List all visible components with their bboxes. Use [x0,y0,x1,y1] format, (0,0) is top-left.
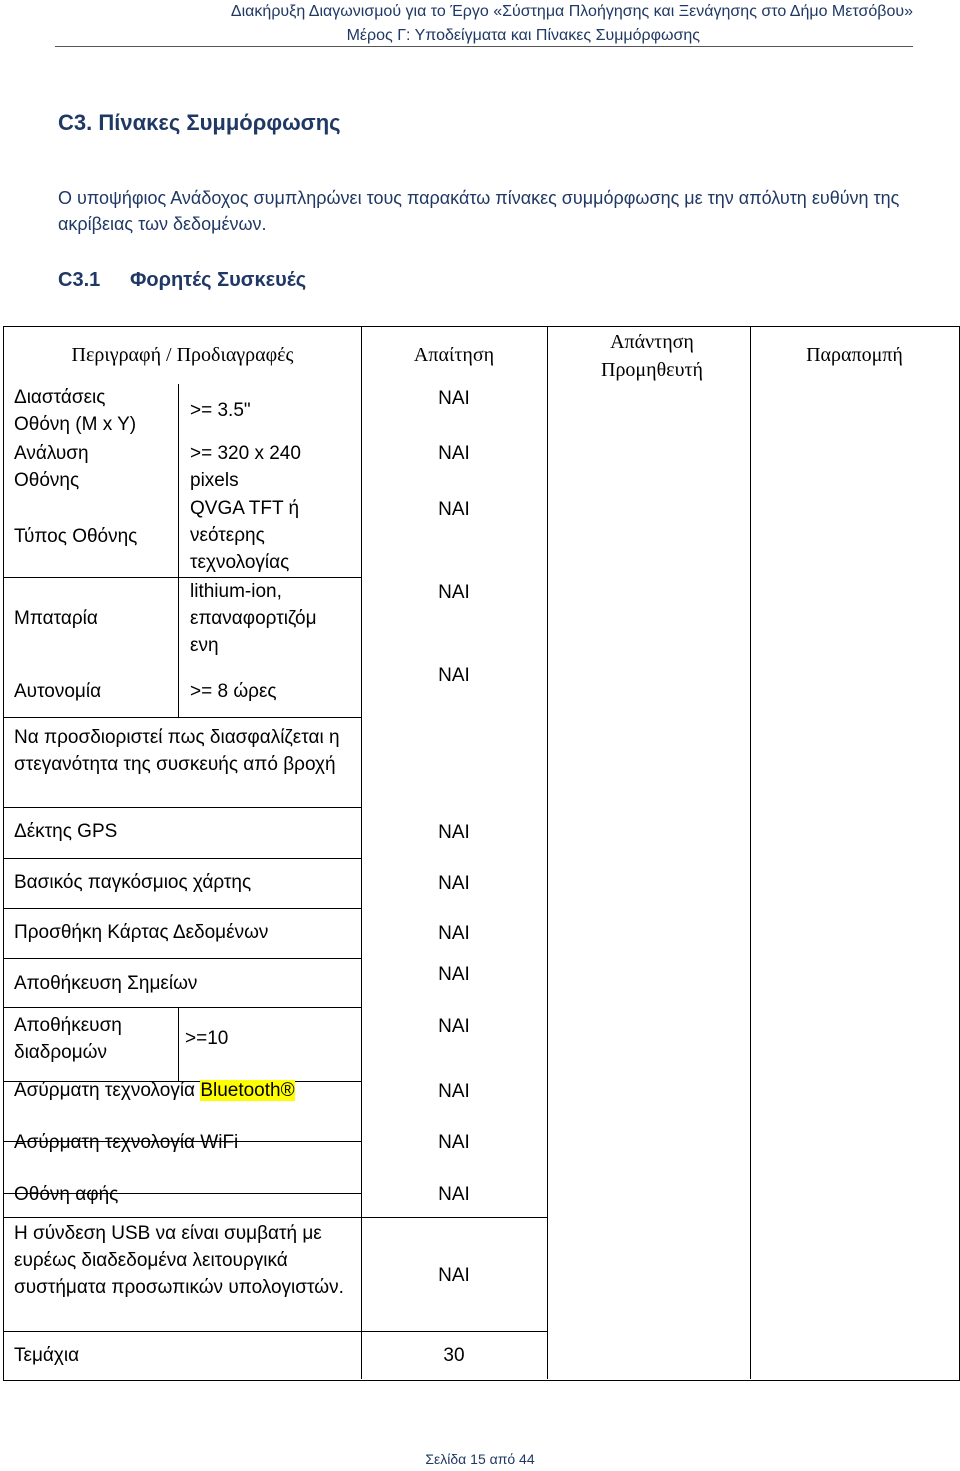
row-requirement: ΝΑΙ [438,1132,470,1153]
row-label: Να προσδιοριστεί πως διασφαλίζεται η στεγανότητα της συσκευής από βροχή [14,727,340,775]
row-requirement: ΝΑΙ [438,1016,470,1037]
row-requirement: ΝΑΙ [438,923,470,944]
col-divider [178,1007,179,1081]
row-label-text: Ασύρματη τεχνολογία [14,1080,196,1101]
row-label [14,1077,359,1104]
row-divider [4,1217,547,1218]
row-label: Δέκτης GPS [14,821,118,842]
row-requirement: ΝΑΙ [438,582,470,603]
row-label: Βασικός παγκόσμιος χάρτης [14,872,252,893]
header-supplier-answer: Απάντηση Προμηθευτή [601,331,703,381]
row-label: Αποθήκευση Σημείων [14,973,198,994]
row-divider [4,1007,361,1008]
header-rule [55,46,913,47]
row-spec: >=10 [185,1028,229,1049]
row-label: Αποθήκευση διαδρομών [14,1015,122,1063]
row-label: Τεμάχια [14,1345,80,1366]
header-requirement: Απαίτηση [413,344,495,366]
row-requirement: ΝΑΙ [438,388,470,409]
row-spec: >= 8 ώρες [190,681,277,702]
row-divider [4,717,361,718]
col-divider [178,384,179,717]
row-divider [4,1331,547,1332]
row-label: Προσθήκη Κάρτας Δεδομένων [14,922,269,943]
row-spec: >= 320 x 240 pixels [190,443,301,491]
row-divider [4,958,361,959]
row-spec: QVGA TFT ή νεότερης τεχνολογίας [190,498,300,573]
subsection-number: C3.1 [58,269,101,291]
row-divider [4,807,361,808]
section-title: C3. Πίνακες Συμμόρφωσης [58,110,341,135]
row-label: Μπαταρία [14,608,98,629]
row-label: Οθόνη αφής [14,1184,119,1205]
row-label: Ανάλυση Οθόνης [14,443,89,491]
header-description: Περιγραφή / Προδιαγραφές [71,344,294,366]
row-label: Αυτονομία [14,681,102,702]
row-requirement: ΝΑΙ [438,822,470,843]
row-label: Ασύρματη τεχνολογία WiFi [14,1132,239,1153]
row-label: Τύπος Οθόνης [14,526,138,547]
col-divider [547,327,548,1379]
row-requirement: ΝΑΙ [438,1081,470,1102]
row-label: Η σύνδεση USB να είναι συμβατή με ευρέως διαδεδομένα λειτουργικά συστήματα προσωπικών υπολογιστών. [14,1223,344,1298]
row-requirement: ΝΑΙ [438,1265,470,1286]
col-divider [750,327,751,1379]
header-reference: Παραπομπή [806,344,903,366]
row-spec: lithium-ion, επαναφορτιζόμ ενη [190,581,317,656]
col-divider [361,327,362,1379]
row-requirement: ΝΑΙ [438,873,470,894]
row-label: Διαστάσεις Οθόνη (M x Y) [14,387,137,435]
row-spec: >= 3.5" [190,400,251,421]
subsection-title: Φορητές Συσκευές [130,269,307,291]
row-requirement: ΝΑΙ [438,1184,470,1205]
row-divider [4,858,361,859]
row-divider [4,908,361,909]
row-requirement: ΝΑΙ [438,964,470,985]
header-subtitle: Μέρος Γ: Υποδείγματα και Πίνακες Συμμόρφωσης [346,27,700,44]
bluetooth-highlight: Bluetooth® [200,1080,295,1101]
intro-paragraph: Ο υποψήφιος Ανάδοχος συμπληρώνει τους παρακάτω πίνακες συμμόρφωσης με την απόλυτη ευθύνη της ακρίβειας των δεδομένων. [58,188,900,234]
page-footer: Σελίδα 15 από 44 [425,1451,535,1467]
row-requirement: 30 [443,1345,465,1366]
compliance-table [3,326,960,1381]
row-requirement: ΝΑΙ [438,443,470,464]
row-requirement: ΝΑΙ [438,665,470,686]
header-title: Διακήρυξη Διαγωνισμού για το Έργο «Σύστημα Πλοήγησης και Ξενάγησης στο Δήμο Μετσόβου» [230,3,913,20]
row-requirement: ΝΑΙ [438,499,470,520]
